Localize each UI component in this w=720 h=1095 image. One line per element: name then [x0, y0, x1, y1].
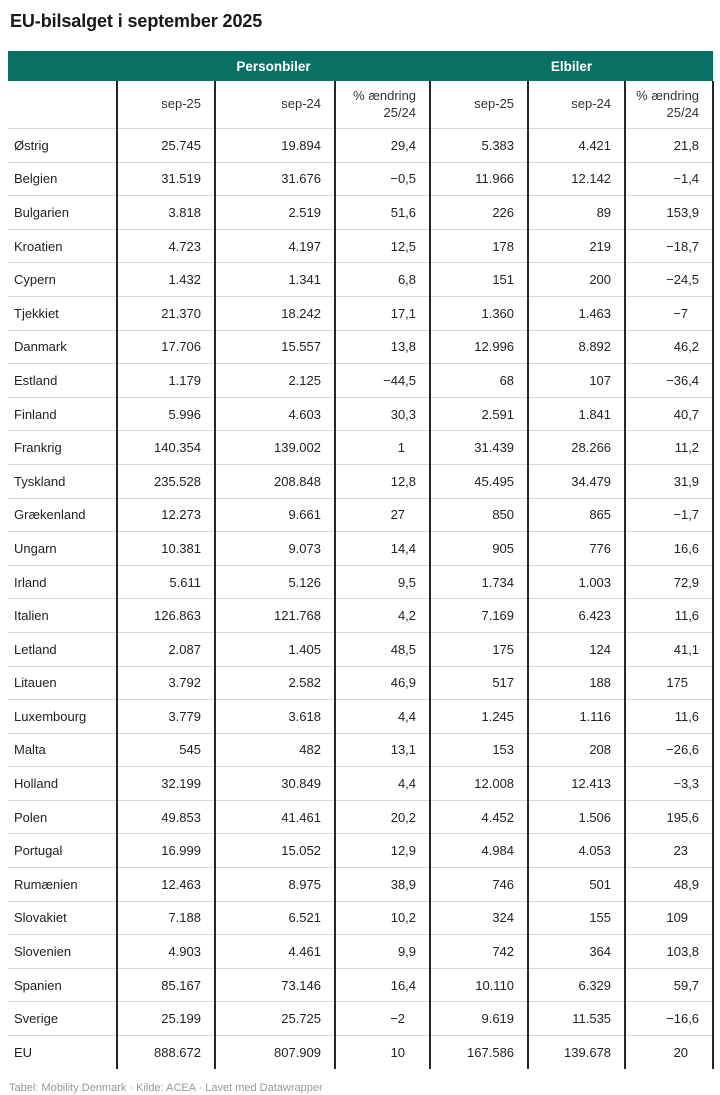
pct-change-cell: 72,9 — [625, 565, 713, 599]
count-cell: 139.678 — [528, 1036, 625, 1069]
table-row — [8, 431, 713, 465]
table-row — [8, 700, 713, 734]
pct-change-cell: 1 — [335, 431, 430, 465]
country-cell: Cypern — [8, 263, 117, 297]
count-cell: 4.603 — [215, 397, 335, 431]
country-cell: Litauen — [8, 666, 117, 700]
count-cell: 9.661 — [215, 498, 335, 532]
count-cell: 3.792 — [117, 666, 215, 700]
count-cell: 12.413 — [528, 767, 625, 801]
pct-change-cell: −16,6 — [625, 1002, 713, 1036]
pct-change-cell: −0,5 — [335, 162, 430, 196]
pct-change-cell: 10,2 — [335, 901, 430, 935]
pct-change-cell: 16,6 — [625, 532, 713, 566]
count-cell: 776 — [528, 532, 625, 566]
count-cell: 19.894 — [215, 129, 335, 163]
country-cell: Estland — [8, 364, 117, 398]
count-cell: 9.619 — [430, 1002, 528, 1036]
pct-change-cell: 109 — [625, 901, 713, 935]
pct-change-cell: 21,8 — [625, 129, 713, 163]
table-row — [8, 229, 713, 263]
count-cell: 188 — [528, 666, 625, 700]
pct-change-cell: −26,6 — [625, 733, 713, 767]
count-cell: 6.423 — [528, 599, 625, 633]
pct-change-cell: 9,5 — [335, 565, 430, 599]
column-header-elbiler-change: % ændring 25/24 — [625, 81, 713, 129]
count-cell: 15.557 — [215, 330, 335, 364]
pct-change-cell: 20,2 — [335, 800, 430, 834]
column-header-country — [8, 81, 117, 129]
count-cell: 8.892 — [528, 330, 625, 364]
count-cell: 4.723 — [117, 229, 215, 263]
table-row — [8, 464, 713, 498]
pct-change-cell: 9,9 — [335, 935, 430, 969]
count-cell: 807.909 — [215, 1036, 335, 1069]
count-cell: 1.003 — [528, 565, 625, 599]
count-cell: 11.535 — [528, 1002, 625, 1036]
table-row — [8, 632, 713, 666]
pct-change-cell: 12,5 — [335, 229, 430, 263]
count-cell: 850 — [430, 498, 528, 532]
pct-change-cell: −1,4 — [625, 162, 713, 196]
count-cell: 49.853 — [117, 800, 215, 834]
count-cell: 139.002 — [215, 431, 335, 465]
count-cell: 742 — [430, 935, 528, 969]
count-cell: 1.245 — [430, 700, 528, 734]
table-row — [8, 901, 713, 935]
country-cell: Finland — [8, 397, 117, 431]
count-cell: 905 — [430, 532, 528, 566]
table-row — [8, 498, 713, 532]
pct-change-cell: 6,8 — [335, 263, 430, 297]
pct-change-cell: 46,9 — [335, 666, 430, 700]
country-cell: Sverige — [8, 1002, 117, 1036]
pct-change-cell: 59,7 — [625, 968, 713, 1002]
group-header-spacer — [8, 51, 117, 81]
count-cell: 4.984 — [430, 834, 528, 868]
country-cell: Grækenland — [8, 498, 117, 532]
count-cell: 25.745 — [117, 129, 215, 163]
pct-change-cell: 175 — [625, 666, 713, 700]
count-cell: 31.676 — [215, 162, 335, 196]
count-cell: 1.179 — [117, 364, 215, 398]
pct-change-cell: −3,3 — [625, 767, 713, 801]
country-cell: Letland — [8, 632, 117, 666]
count-cell: 1.341 — [215, 263, 335, 297]
count-cell: 25.725 — [215, 1002, 335, 1036]
country-cell: Polen — [8, 800, 117, 834]
count-cell: 1.463 — [528, 296, 625, 330]
country-cell: Portugal — [8, 834, 117, 868]
pct-change-cell: −1,7 — [625, 498, 713, 532]
pct-change-cell: 13,1 — [335, 733, 430, 767]
count-cell: 10.110 — [430, 968, 528, 1002]
count-cell: 2.591 — [430, 397, 528, 431]
count-cell: 12.273 — [117, 498, 215, 532]
count-cell: 235.528 — [117, 464, 215, 498]
count-cell: 200 — [528, 263, 625, 297]
country-cell: Malta — [8, 733, 117, 767]
table-row — [8, 364, 713, 398]
table-row — [8, 968, 713, 1002]
country-cell: Østrig — [8, 129, 117, 163]
table-footer: Tabel: Mobility Denmark · Kilde: ACEA · Lavet med Datawrapper — [9, 1081, 323, 1094]
country-cell: EU — [8, 1036, 117, 1069]
count-cell: 8.975 — [215, 868, 335, 902]
count-cell: 10.381 — [117, 532, 215, 566]
count-cell: 73.146 — [215, 968, 335, 1002]
count-cell: 5.611 — [117, 565, 215, 599]
count-cell: 31.519 — [117, 162, 215, 196]
table-row — [8, 599, 713, 633]
pct-change-cell: 48,9 — [625, 868, 713, 902]
table-row — [8, 1002, 713, 1036]
count-cell: 7.188 — [117, 901, 215, 935]
pct-change-cell: 4,2 — [335, 599, 430, 633]
count-cell: 175 — [430, 632, 528, 666]
count-cell: 15.052 — [215, 834, 335, 868]
pct-change-cell: −7 — [625, 296, 713, 330]
country-cell: Kroatien — [8, 229, 117, 263]
pct-change-cell: −24,5 — [625, 263, 713, 297]
count-cell: 12.008 — [430, 767, 528, 801]
count-cell: 12.142 — [528, 162, 625, 196]
pct-change-cell: 11,6 — [625, 599, 713, 633]
country-cell: Frankrig — [8, 431, 117, 465]
count-cell: 517 — [430, 666, 528, 700]
count-cell: 153 — [430, 733, 528, 767]
count-cell: 31.439 — [430, 431, 528, 465]
pct-change-cell: −18,7 — [625, 229, 713, 263]
table-row — [8, 263, 713, 297]
pct-change-cell: −36,4 — [625, 364, 713, 398]
count-cell: 4.903 — [117, 935, 215, 969]
country-cell: Belgien — [8, 162, 117, 196]
count-cell: 34.479 — [528, 464, 625, 498]
table-row — [8, 868, 713, 902]
table-row — [8, 733, 713, 767]
column-header-elbiler-sep24: sep-24 — [528, 81, 625, 129]
count-cell: 324 — [430, 901, 528, 935]
count-cell: 4.461 — [215, 935, 335, 969]
country-cell: Bulgarien — [8, 196, 117, 230]
count-cell: 85.167 — [117, 968, 215, 1002]
count-cell: 89 — [528, 196, 625, 230]
table-row — [8, 296, 713, 330]
count-cell: 7.169 — [430, 599, 528, 633]
pct-change-cell: 30,3 — [335, 397, 430, 431]
count-cell: 2.087 — [117, 632, 215, 666]
pct-change-cell: 10 — [335, 1036, 430, 1069]
country-cell: Italien — [8, 599, 117, 633]
table-row — [8, 330, 713, 364]
table-row — [8, 532, 713, 566]
count-cell: 9.073 — [215, 532, 335, 566]
count-cell: 41.461 — [215, 800, 335, 834]
country-cell: Holland — [8, 767, 117, 801]
pct-change-cell: −2 — [335, 1002, 430, 1036]
count-cell: 140.354 — [117, 431, 215, 465]
pct-change-cell: 41,1 — [625, 632, 713, 666]
table-row — [8, 129, 713, 163]
group-header-elbiler: Elbiler — [430, 51, 713, 81]
pct-change-cell: 4,4 — [335, 767, 430, 801]
count-cell: 11.966 — [430, 162, 528, 196]
count-cell: 1.734 — [430, 565, 528, 599]
pct-change-cell: 153,9 — [625, 196, 713, 230]
count-cell: 155 — [528, 901, 625, 935]
pct-change-cell: 11,2 — [625, 431, 713, 465]
country-cell: Ungarn — [8, 532, 117, 566]
pct-change-cell: 48,5 — [335, 632, 430, 666]
count-cell: 6.329 — [528, 968, 625, 1002]
column-header-elbiler-sep25: sep-25 — [430, 81, 528, 129]
count-cell: 21.370 — [117, 296, 215, 330]
pct-change-cell: −44,5 — [335, 364, 430, 398]
pct-change-cell: 40,7 — [625, 397, 713, 431]
pct-change-cell: 20 — [625, 1036, 713, 1069]
count-cell: 121.768 — [215, 599, 335, 633]
count-cell: 746 — [430, 868, 528, 902]
count-cell: 107 — [528, 364, 625, 398]
count-cell: 124 — [528, 632, 625, 666]
group-header-personbiler: Personbiler — [117, 51, 430, 81]
table-row — [8, 162, 713, 196]
count-cell: 208 — [528, 733, 625, 767]
pct-change-cell: 38,9 — [335, 868, 430, 902]
count-cell: 226 — [430, 196, 528, 230]
count-cell: 1.360 — [430, 296, 528, 330]
pct-change-cell: 46,2 — [625, 330, 713, 364]
count-cell: 2.582 — [215, 666, 335, 700]
count-cell: 25.199 — [117, 1002, 215, 1036]
count-cell: 545 — [117, 733, 215, 767]
pct-change-cell: 103,8 — [625, 935, 713, 969]
count-cell: 18.242 — [215, 296, 335, 330]
count-cell: 1.432 — [117, 263, 215, 297]
pct-change-cell: 4,4 — [335, 700, 430, 734]
pct-change-cell: 14,4 — [335, 532, 430, 566]
table-row — [8, 196, 713, 230]
count-cell: 5.996 — [117, 397, 215, 431]
pct-change-cell: 31,9 — [625, 464, 713, 498]
count-cell: 2.519 — [215, 196, 335, 230]
table-row — [8, 800, 713, 834]
count-cell: 1.405 — [215, 632, 335, 666]
count-cell: 32.199 — [117, 767, 215, 801]
count-cell: 5.383 — [430, 129, 528, 163]
count-cell: 16.999 — [117, 834, 215, 868]
page-title: EU-bilsalget i september 2025 — [10, 11, 263, 31]
country-cell: Slovenien — [8, 935, 117, 969]
count-cell: 219 — [528, 229, 625, 263]
pct-change-cell: 16,4 — [335, 968, 430, 1002]
count-cell: 68 — [430, 364, 528, 398]
table-row — [8, 666, 713, 700]
pct-change-cell: 29,4 — [335, 129, 430, 163]
pct-change-cell: 23 — [625, 834, 713, 868]
count-cell: 3.618 — [215, 700, 335, 734]
count-cell: 178 — [430, 229, 528, 263]
count-cell: 501 — [528, 868, 625, 902]
country-cell: Irland — [8, 565, 117, 599]
table-row — [8, 935, 713, 969]
table-row — [8, 397, 713, 431]
count-cell: 12.996 — [430, 330, 528, 364]
count-cell: 151 — [430, 263, 528, 297]
count-cell: 1.116 — [528, 700, 625, 734]
table-row — [8, 767, 713, 801]
count-cell: 4.053 — [528, 834, 625, 868]
count-cell: 126.863 — [117, 599, 215, 633]
count-cell: 17.706 — [117, 330, 215, 364]
column-header-row — [8, 81, 713, 129]
country-cell: Danmark — [8, 330, 117, 364]
country-cell: Tjekkiet — [8, 296, 117, 330]
table-row — [8, 1036, 713, 1069]
table-body — [8, 129, 713, 1069]
count-cell: 888.672 — [117, 1036, 215, 1069]
count-cell: 865 — [528, 498, 625, 532]
pct-change-cell: 27 — [335, 498, 430, 532]
pct-change-cell: 13,8 — [335, 330, 430, 364]
pct-change-cell: 195,6 — [625, 800, 713, 834]
count-cell: 208.848 — [215, 464, 335, 498]
count-cell: 45.495 — [430, 464, 528, 498]
country-cell: Luxembourg — [8, 700, 117, 734]
pct-change-cell: 17,1 — [335, 296, 430, 330]
column-header-personbiler-change: % ændring 25/24 — [335, 81, 430, 129]
count-cell: 2.125 — [215, 364, 335, 398]
column-group-header-row — [8, 51, 713, 81]
country-cell: Rumænien — [8, 868, 117, 902]
count-cell: 167.586 — [430, 1036, 528, 1069]
count-cell: 4.421 — [528, 129, 625, 163]
count-cell: 482 — [215, 733, 335, 767]
count-cell: 5.126 — [215, 565, 335, 599]
count-cell: 4.452 — [430, 800, 528, 834]
pct-change-cell: 12,9 — [335, 834, 430, 868]
count-cell: 12.463 — [117, 868, 215, 902]
count-cell: 3.779 — [117, 700, 215, 734]
count-cell: 3.818 — [117, 196, 215, 230]
table-row — [8, 565, 713, 599]
count-cell: 1.506 — [528, 800, 625, 834]
count-cell: 30.849 — [215, 767, 335, 801]
country-cell: Tyskland — [8, 464, 117, 498]
country-cell: Spanien — [8, 968, 117, 1002]
table-row — [8, 834, 713, 868]
pct-change-cell: 12,8 — [335, 464, 430, 498]
pct-change-cell: 11,6 — [625, 700, 713, 734]
country-cell: Slovakiet — [8, 901, 117, 935]
count-cell: 1.841 — [528, 397, 625, 431]
count-cell: 364 — [528, 935, 625, 969]
column-header-personbiler-sep25: sep-25 — [117, 81, 215, 129]
column-header-personbiler-sep24: sep-24 — [215, 81, 335, 129]
count-cell: 4.197 — [215, 229, 335, 263]
count-cell: 28.266 — [528, 431, 625, 465]
pct-change-cell: 51,6 — [335, 196, 430, 230]
count-cell: 6.521 — [215, 901, 335, 935]
eu-car-sales-table — [8, 51, 714, 1069]
